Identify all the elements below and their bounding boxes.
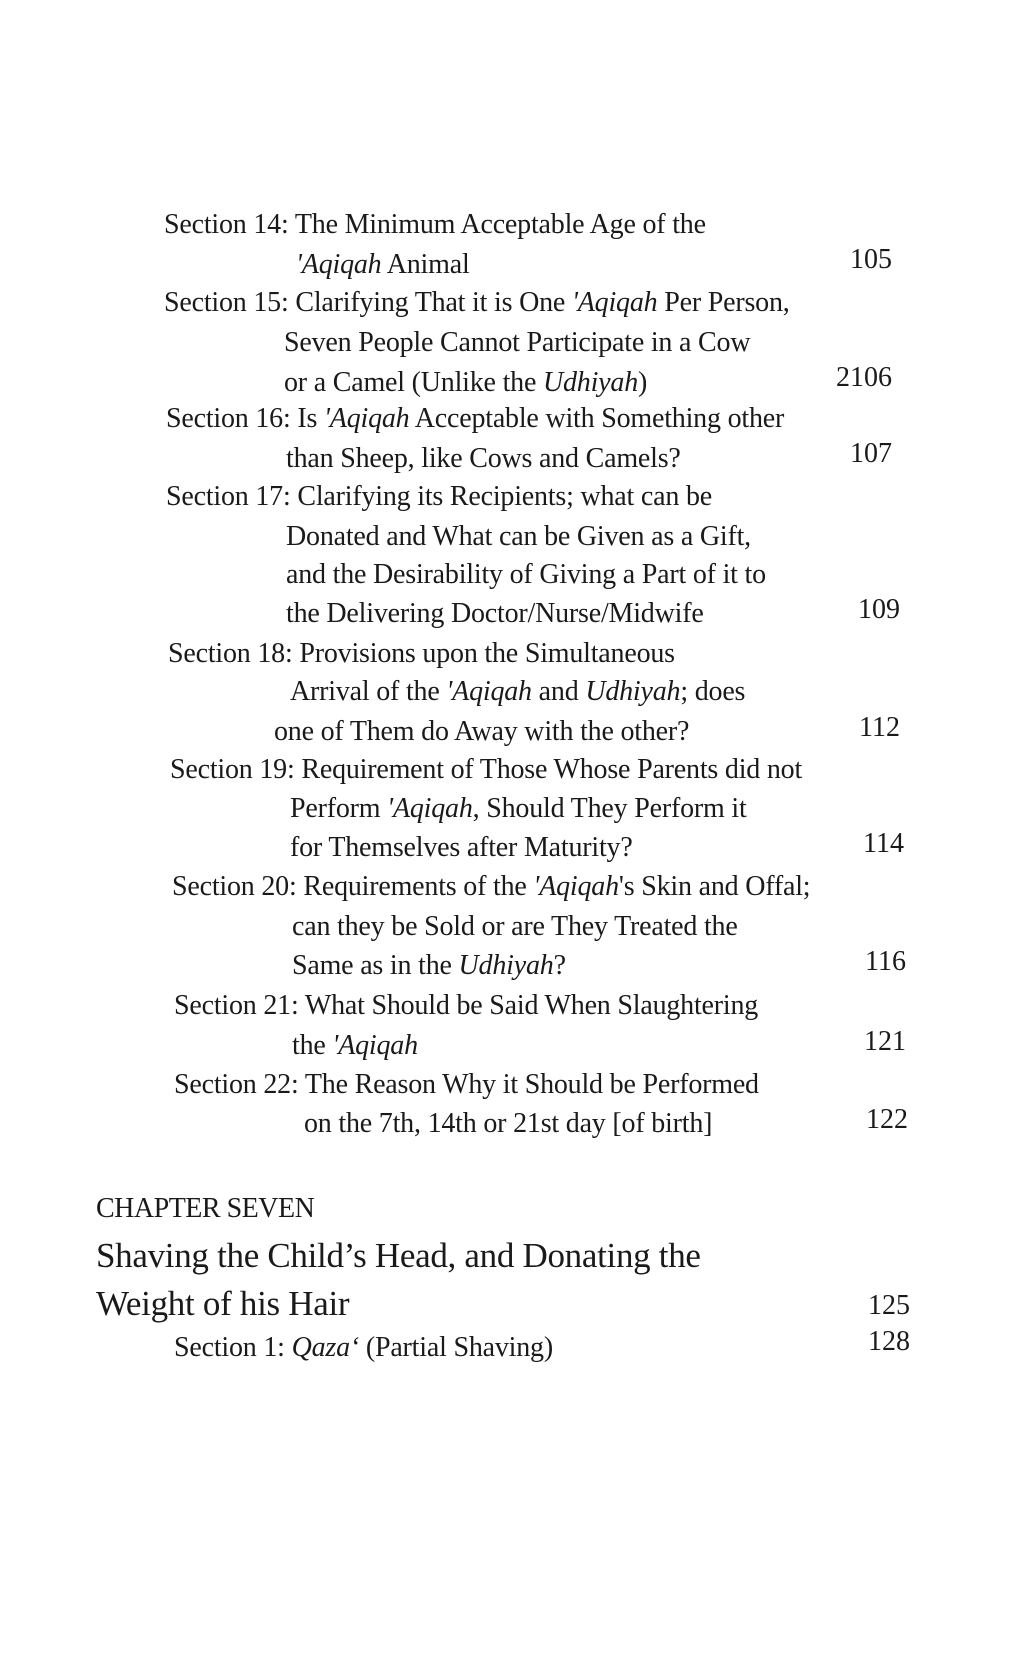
toc-text: Section 1: — [174, 1332, 292, 1363]
toc-text: Same as in the — [292, 950, 459, 981]
toc-text: the Delivering Doctor/Nurse/Midwife — [286, 598, 704, 629]
page-number: 116 — [865, 946, 906, 977]
toc-term: 'Aqiqah — [533, 871, 619, 902]
toc-entry-line — [174, 1071, 759, 1099]
toc-text: Section 19: Requirement of Those Whose Parents did not — [170, 754, 803, 785]
toc-text: 's Skin and Offal; — [618, 871, 811, 902]
toc-entry-line — [290, 834, 633, 862]
toc-text: Section 15: Clarifying That it is One — [164, 287, 572, 318]
toc-text: on the 7th, 14th or 21st day [of birth] — [304, 1108, 713, 1139]
toc-text: Perform — [290, 793, 388, 824]
toc-entry-line — [174, 992, 758, 1020]
toc-text: Section 17: Clarifying its Recipients; what can be — [166, 481, 712, 512]
toc-term: Qaza‘ — [291, 1332, 360, 1363]
toc-entry-line — [290, 678, 745, 706]
toc-entry-line — [286, 445, 681, 473]
page-number: 107 — [850, 438, 892, 469]
toc-entry-line — [292, 913, 738, 941]
toc-entry-line — [166, 405, 784, 433]
toc-text: Section 14: The Minimum Acceptable Age of the — [164, 209, 706, 240]
toc-term: 'Aqiqah — [446, 676, 532, 707]
toc-term: Udhiyah — [585, 676, 681, 707]
toc-text: the — [292, 1030, 333, 1061]
toc-text: can they be Sold or are They Treated the — [292, 911, 738, 942]
page-number: 128 — [868, 1326, 910, 1357]
toc-entry-line — [168, 640, 675, 668]
toc-text: ) — [638, 367, 648, 398]
toc-term: 'Aqiqah — [296, 249, 382, 280]
toc-entry-line — [296, 251, 470, 279]
toc-text: Section 18: Provisions upon the Simultaneous — [168, 638, 675, 669]
page-number: 109 — [858, 594, 900, 625]
toc-entry-line — [174, 1334, 553, 1362]
toc-text: ; does — [680, 676, 746, 707]
toc-entry-line — [164, 289, 790, 317]
page-number: 122 — [866, 1104, 908, 1135]
chapter-title-line-2: Weight of his Hair — [96, 1284, 350, 1323]
toc-text: than Sheep, like Cows and Camels? — [286, 443, 681, 474]
toc-text: Section 16: Is — [166, 403, 324, 434]
page-number: 121 — [864, 1026, 906, 1057]
toc-entry-line — [286, 523, 751, 551]
toc-text: one of Them do Away with the other? — [274, 716, 690, 747]
toc-entry-line — [170, 756, 802, 784]
toc-text: for Themselves after Maturity? — [290, 832, 633, 863]
toc-text: Section 20: Requirements of the — [172, 871, 534, 902]
toc-text: Section 21: What Should be Said When Slaughtering — [174, 990, 759, 1021]
toc-term: Udhiyah — [542, 367, 639, 398]
toc-entry-line — [292, 952, 566, 980]
toc-text: or a Camel (Unlike the — [284, 367, 543, 398]
toc-entry-line — [172, 873, 810, 901]
toc-entry-line — [284, 329, 750, 357]
toc-text: Donated and What can be Given as a Gift, — [286, 521, 751, 552]
toc-term: 'Aqiqah — [387, 793, 473, 824]
chapter-label: CHAPTER SEVEN — [96, 1193, 315, 1224]
toc-text: Section 22: The Reason Why it Should be Performed — [174, 1069, 759, 1100]
toc-text: Arrival of the — [290, 676, 447, 707]
toc-entry-line — [290, 795, 747, 823]
page-number: 2106 — [836, 362, 892, 393]
toc-entry-line — [164, 211, 706, 239]
page-number: 105 — [850, 244, 892, 275]
page-number: 112 — [859, 712, 900, 743]
toc-text: and — [531, 676, 586, 707]
toc-entry-line — [292, 1032, 418, 1060]
toc-entry-line — [304, 1110, 712, 1138]
toc-entry-line — [286, 600, 704, 628]
page-number: 114 — [863, 828, 904, 859]
toc-text: (Partial Shaving) — [359, 1332, 553, 1363]
toc-entry-line — [166, 483, 712, 511]
toc-entry-line — [284, 369, 647, 397]
toc-term: 'Aqiqah — [571, 287, 658, 318]
chapter-title-line-1: Shaving the Child’s Head, and Donating the — [96, 1236, 701, 1275]
page-number: 125 — [868, 1290, 910, 1321]
toc-text: , Should They Perform it — [472, 793, 747, 824]
toc-text: and the Desirability of Giving a Part of it to — [286, 559, 766, 590]
toc-term: 'Aqiqah — [332, 1030, 418, 1061]
toc-text: Animal — [381, 249, 470, 280]
toc-entry-line — [274, 718, 689, 746]
toc-text: Seven People Cannot Participate in a Cow — [284, 327, 751, 358]
toc-term: Udhiyah — [458, 950, 554, 981]
toc-text: ? — [553, 950, 566, 981]
toc-entry-line — [286, 561, 766, 589]
toc-text: Per Person, — [657, 287, 790, 318]
toc-term: 'Aqiqah — [324, 403, 410, 434]
toc-text: Acceptable with Something other — [409, 403, 785, 434]
